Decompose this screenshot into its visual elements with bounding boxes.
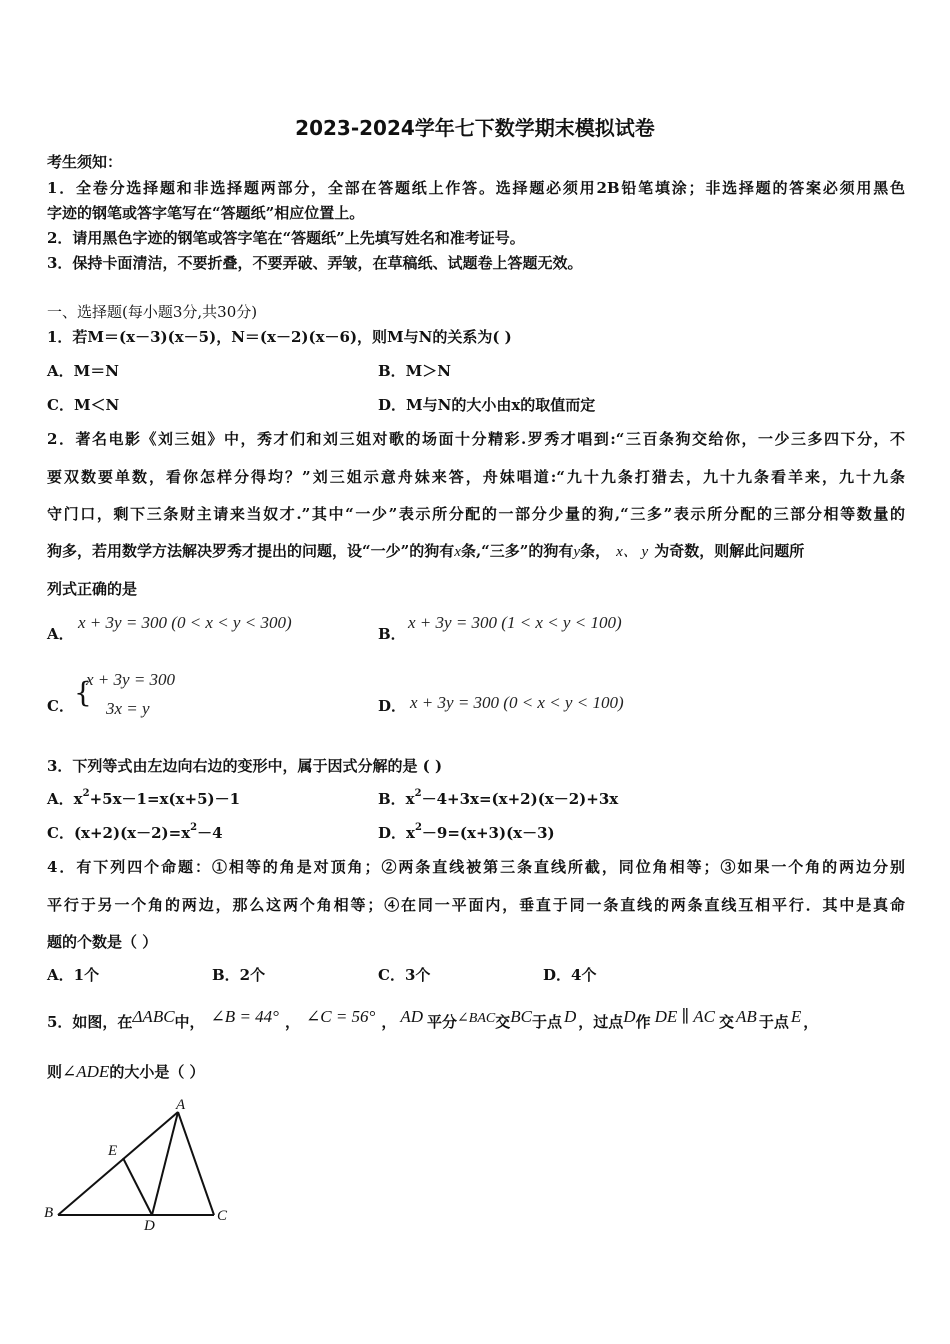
q2-line-4-d: 为奇数，则解此问题所 <box>654 542 805 560</box>
label-e: E <box>108 1143 118 1159</box>
system-brace-icon: { <box>74 676 92 709</box>
q4-option-a: A．1个 <box>47 966 100 984</box>
q1-option-c: C．M＜N <box>47 396 120 414</box>
q2-var-y: y <box>573 544 581 560</box>
q4-option-c: C．3个 <box>378 966 431 984</box>
q2-option-d-formula: x + 3y = 300 (0 < x < y < 100) <box>410 693 624 712</box>
q3-option-c: C．$(x+2)(x-2)=x^2-4$ <box>47 822 223 842</box>
q2-option-c-eq1: x + 3y = 300 <box>86 670 176 689</box>
triangle-figure <box>40 1095 240 1235</box>
q2-option-a-label: A． <box>47 625 74 643</box>
q4-option-b: B．2个 <box>212 966 266 984</box>
q1-option-d: D．M与N的大小由x的取值而定 <box>378 396 596 414</box>
q4-option-d: D．4个 <box>543 966 597 984</box>
segment-ac <box>178 1112 214 1215</box>
q2-var-xy: x、 y <box>616 544 649 560</box>
label-d: D <box>144 1218 155 1234</box>
q2-option-b-label: B． <box>378 625 406 643</box>
q2-line-5: 列式正确的是 <box>47 580 138 598</box>
q2-option-d-label: D． <box>378 697 407 715</box>
notice-line-1b: 字迹的钢笔或答字笔写在“答题纸”相应位置上。 <box>47 204 365 222</box>
q3-option-b: B．$x^2-4+3x=(x+2)(x-2)+3x$ <box>378 788 619 808</box>
section-heading: 一、选择题(每小题3分,共30分) <box>47 303 258 321</box>
segment-ba <box>58 1112 178 1215</box>
q2-line-4-c: 条， <box>580 542 611 560</box>
notice-line-3: 3．保持卡面清洁，不要折叠，不要弄破、弄皱，在草稿纸、试题卷上答题无效。 <box>47 254 583 272</box>
q5-line-2: 则∠ADE的大小是（ ） <box>47 1062 205 1081</box>
q2-line-2: 要双数要单数，看你怎样分得均？”刘三姐示意舟妹来答，舟妹唱道:“九十九条打猎去，九十九条看羊来，九十九条 <box>47 468 905 486</box>
q3-option-d: D．$x^2-9=(x+3)(x-3)$ <box>378 822 555 842</box>
q1-option-b: B．M＞N <box>378 362 451 380</box>
q2-option-a-formula: x + 3y = 300 (0 < x < y < 300) <box>78 613 292 632</box>
segment-ad <box>152 1112 178 1215</box>
q2-line-4 <box>47 541 804 562</box>
label-c: C <box>217 1208 228 1224</box>
q2-line-4-a: 狗多，若用数学方法解决罗秀才提出的问题，设“一少”的狗有 <box>47 542 455 560</box>
segment-de <box>123 1158 152 1215</box>
notice-line-1a: 1．全卷分选择题和非选择题两部分，全部在答题纸上作答。选择题必须用2B铅笔填涂；非选择题的答案必须用黑色 <box>47 179 905 197</box>
q2-option-c-eq2: 3x = y <box>106 699 150 718</box>
notice-line-2: 2．请用黑色字迹的钢笔或答字笔在“答题纸”上先填写姓名和准考证号。 <box>47 229 525 247</box>
q2-option-c-label: C． <box>47 697 74 715</box>
q1-stem: 1．若M＝(x－3)(x－5)，N＝(x－2)(x－6)，则M与N的关系为( ) <box>47 328 512 346</box>
q5-line-1: 5．如图，在ΔABC中， ∠B = 44° ， ∠C = 56° ， AD 平分∠BAC交BC于点 D ，过点D作 DE ∥ AC 交 AB 于点 E ， <box>47 1007 819 1031</box>
label-b: B <box>44 1205 54 1221</box>
notice-heading: 考生须知： <box>47 153 123 171</box>
q4-line-3: 题的个数是（ ） <box>47 933 158 951</box>
q2-line-1: 2．著名电影《刘三姐》中，秀才们和刘三姐对歌的场面十分精彩.罗秀才唱到:“三百条狗交给你，一少三多四下分，不 <box>47 430 905 448</box>
q2-var-x: x <box>454 544 461 560</box>
q2-option-b-formula: x + 3y = 300 (1 < x < y < 100) <box>408 613 622 632</box>
q4-line-2: 平行于另一个角的两边，那么这两个角相等；④在同一平面内，垂直于同一条直线的两条直线互相平行．其中是真命 <box>47 896 905 914</box>
q1-option-a: A．M＝N <box>47 362 119 380</box>
q3-option-a: A．$x^2+5x-1=x(x+5)-1$ <box>47 788 241 808</box>
label-a: A <box>176 1097 186 1113</box>
q2-line-4-b: 条,“三多”的狗有 <box>460 542 574 560</box>
q2-line-3: 守门口，剩下三条财主请来当奴才.”其中“一少”表示所分配的一部分少量的狗,“三多”表示所分配的三部分相等数量的 <box>47 505 905 523</box>
q4-line-1: 4．有下列四个命题：①相等的角是对顶角；②两条直线被第三条直线所截，同位角相等；③如果一个角的两边分别 <box>47 858 905 876</box>
page-title: 2023-2024学年七下数学期末模拟试卷 <box>295 116 655 140</box>
q3-stem: 3．下列等式由左边向右边的变形中，属于因式分解的是 ( ) <box>47 757 443 775</box>
